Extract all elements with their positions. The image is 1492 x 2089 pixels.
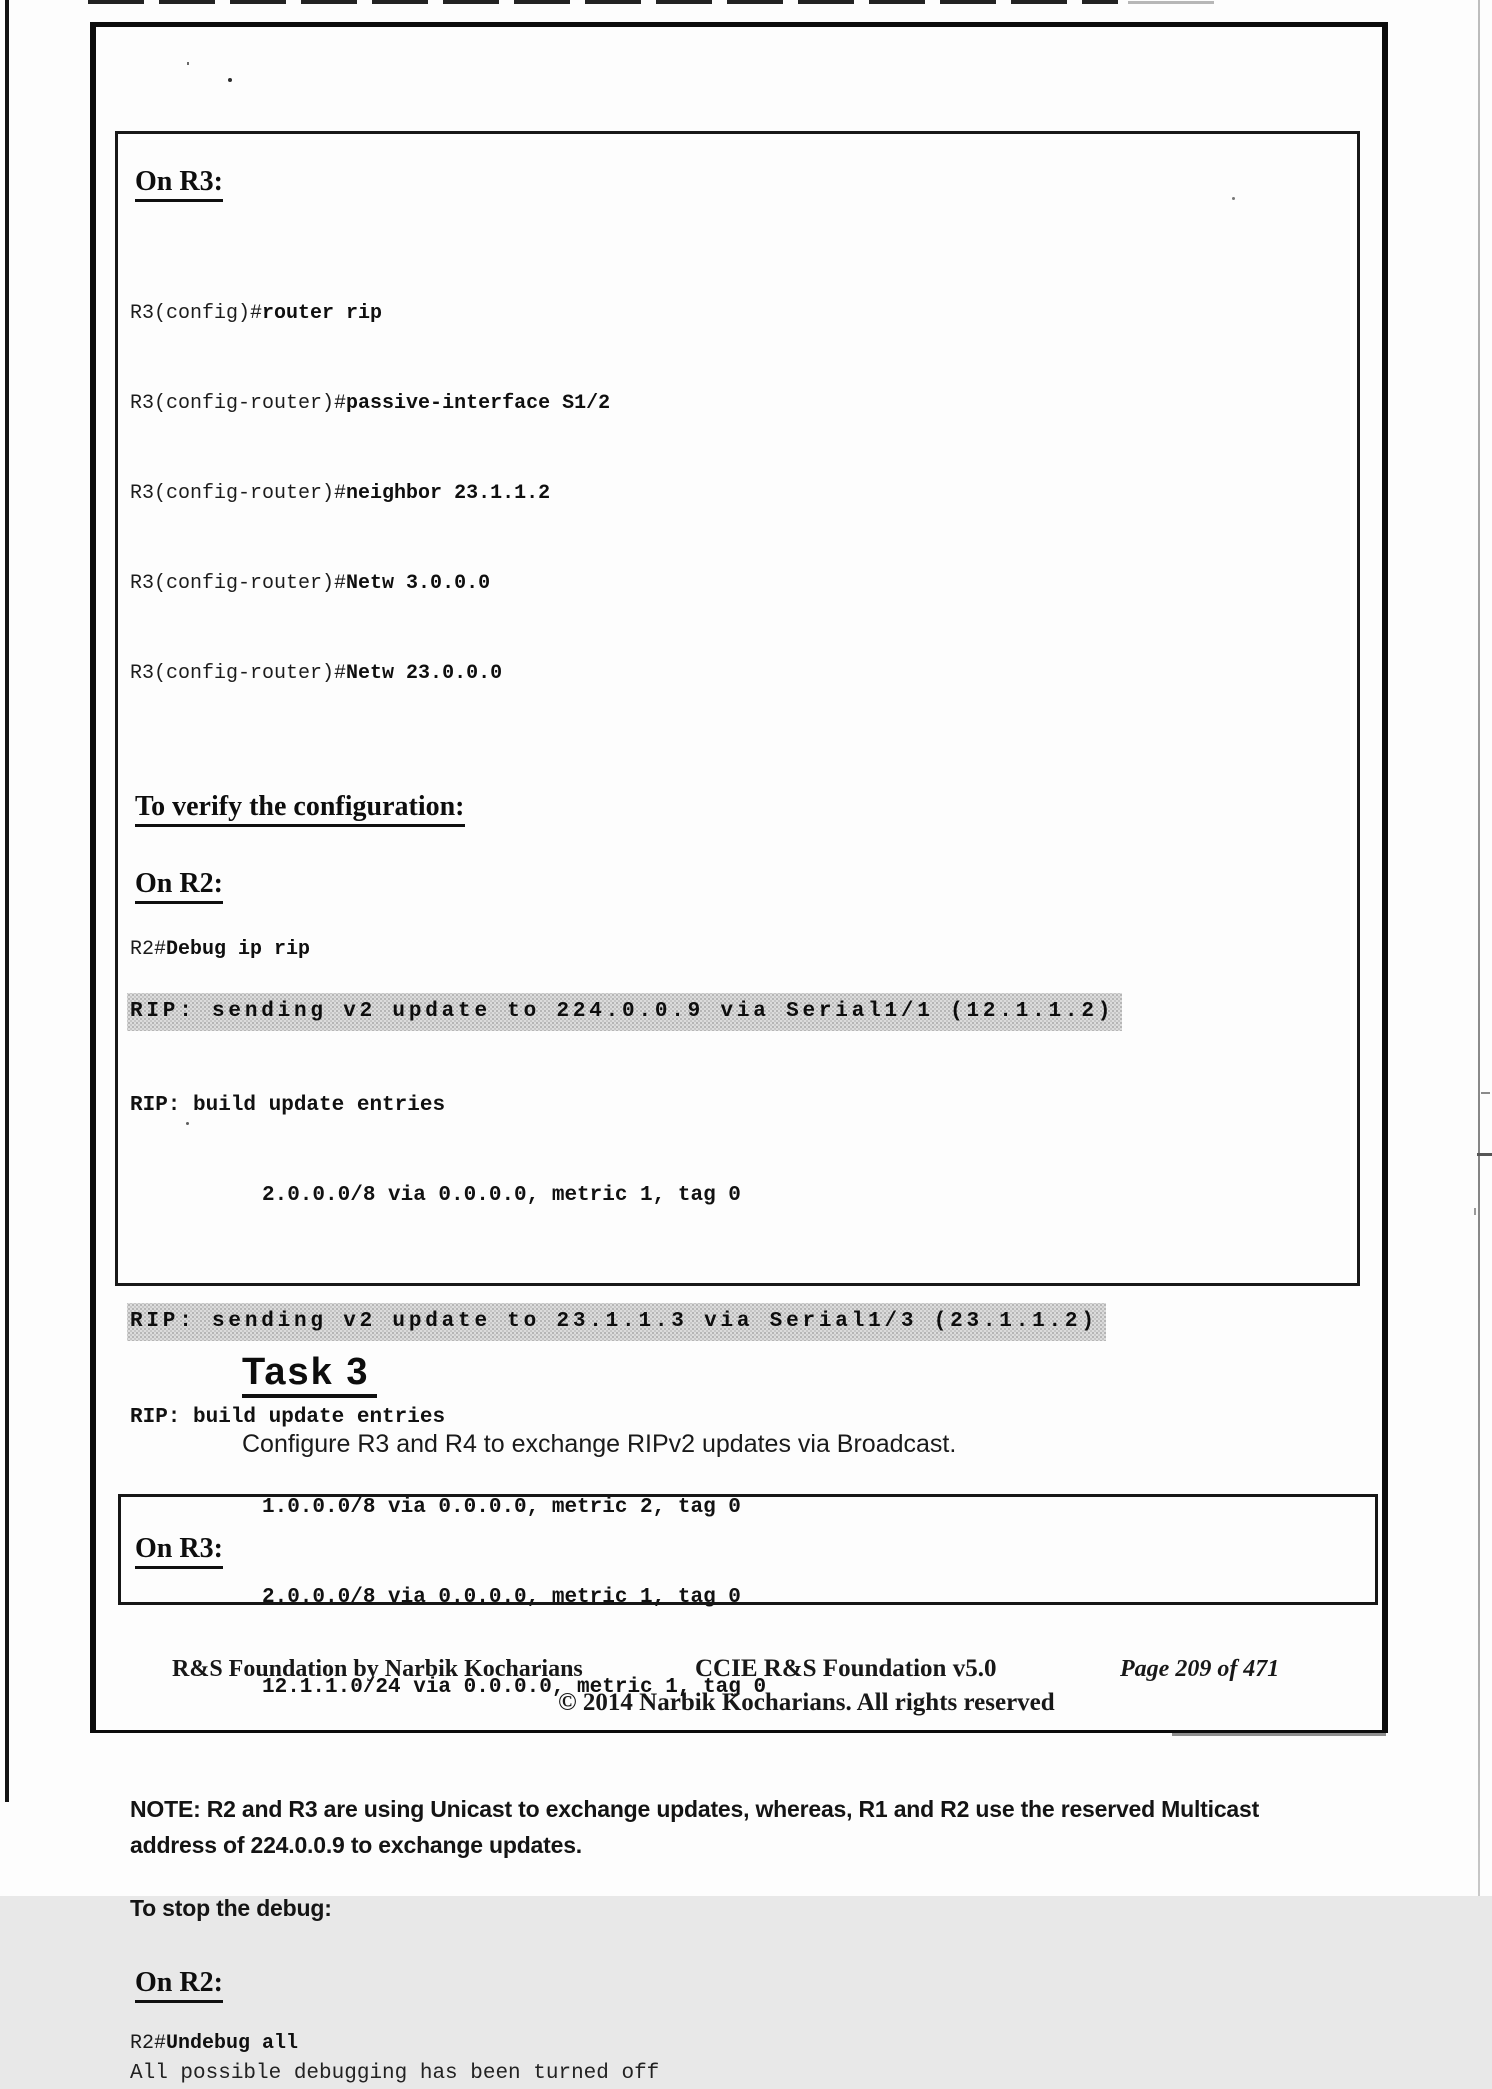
cli-line [130, 299, 1347, 329]
debug-entry-line: 2.0.0.0/8 via 0.0.0.0, metric 1, tag 0 [262, 1184, 741, 1207]
scan-artifact-top-dashes [88, 0, 1118, 4]
debug-highlighted-line: RIP: sending v2 update to 23.1.1.3 via Serial1/3 (23.1.1.2) [127, 1303, 1106, 1341]
cli-prompt: R3(config)# [130, 302, 263, 325]
cli-line [130, 659, 1347, 689]
debug-output-block [130, 1031, 1347, 1271]
section-heading-verify-text: To verify the configuration: [135, 791, 465, 827]
cli-command: neighbor 23.1.1.2 [346, 482, 551, 505]
cli-line-debug-command [130, 935, 1347, 965]
debug-line: RIP: build update entries [130, 1094, 446, 1117]
cli-line [130, 479, 1347, 509]
debug-entry-line: 12.1.1.0/24 via 0.0.0.0, metric 1, tag 0 [262, 1676, 767, 1699]
debug-highlight-row [130, 993, 1347, 1031]
debug-highlighted-line: RIP: sending v2 update to 224.0.0.9 via Serial1/1 (12.1.1.2) [127, 993, 1122, 1031]
cli-prompt: R3(config-router)# [130, 482, 347, 505]
footer-copyright: © 2014 Narbik Kocharians. All rights reserved [558, 1689, 1055, 1716]
cli-command: Netw 3.0.0.0 [346, 572, 491, 595]
cli-prompt: R3(config-router)# [130, 392, 347, 415]
cli-prompt: R2# [130, 2032, 167, 2055]
cli-prompt: R3(config-router)# [130, 572, 347, 595]
scan-artifact-left-line [5, 0, 9, 1802]
cli-command: passive-interface S1/2 [346, 392, 611, 415]
cli-prompt: R2# [130, 938, 167, 961]
section-heading-on-r2-second [135, 1965, 1347, 2001]
cli-config-block [130, 239, 1347, 749]
scan-artifact-top-dash [1128, 1, 1214, 4]
section-heading-on-r3-second-text: On R3: [135, 1533, 223, 1569]
debug-highlight-row [130, 1303, 1347, 1341]
cli-command: Undebug all [166, 2032, 299, 2055]
section-heading-verify [135, 789, 1347, 825]
cli-prompt: R3(config-router)# [130, 662, 347, 685]
stop-debug-label: To stop the debug: [130, 1895, 332, 1921]
task-config-panel [118, 1494, 1378, 1605]
note-line: address of 224.0.0.9 to exchange updates. [130, 1832, 582, 1858]
cli-line-undebug-command [130, 2029, 1347, 2059]
scan-artifact-right-line [1478, 0, 1480, 1896]
section-heading-on-r2-text: On R2: [135, 868, 223, 904]
footer-author: R&S Foundation by Narbik Kocharians [172, 1656, 583, 1682]
footer-title: CCIE R&S Foundation v5.0 [695, 1655, 997, 1682]
note-line: NOTE: R2 and R3 are using Unicast to exchange updates, whereas, R1 and R2 use the reserved Multicast [130, 1796, 1260, 1822]
cli-line [130, 389, 1347, 419]
task-description: Configure R3 and R4 to exchange RIPv2 updates via Broadcast. [242, 1430, 957, 1458]
cli-command: Netw 23.0.0.0 [346, 662, 503, 685]
scan-artifact-right-tick [1477, 1153, 1492, 1156]
footer-page-number: Page 209 of 471 [1120, 1656, 1280, 1682]
section-heading-on-r2 [135, 866, 1347, 902]
section-heading-on-r3 [135, 164, 1347, 200]
section-heading-on-r3-text: On R3: [135, 166, 223, 202]
scan-speck [1474, 1208, 1476, 1215]
section-heading-on-r3-second [135, 1531, 1375, 1567]
cli-command: Debug ip rip [166, 938, 311, 961]
section-heading-on-r2-second-text: On R2: [135, 1967, 223, 2003]
cli-line [130, 569, 1347, 599]
cli-command: router rip [262, 302, 383, 325]
cli-output-line: All possible debugging has been turned off [130, 2062, 660, 2085]
debug-line: RIP: build update entries [130, 1406, 446, 1429]
task-heading: Task 3 [242, 1354, 377, 1398]
debug-entry-line: 1.0.0.0/8 via 0.0.0.0, metric 2, tag 0 [262, 1496, 741, 1519]
note-text [130, 1791, 1347, 1863]
debug-entry-line: 2.0.0.0/8 via 0.0.0.0, metric 1, tag 0 [262, 1586, 741, 1609]
scan-artifact-right-dash [1481, 1092, 1490, 1094]
